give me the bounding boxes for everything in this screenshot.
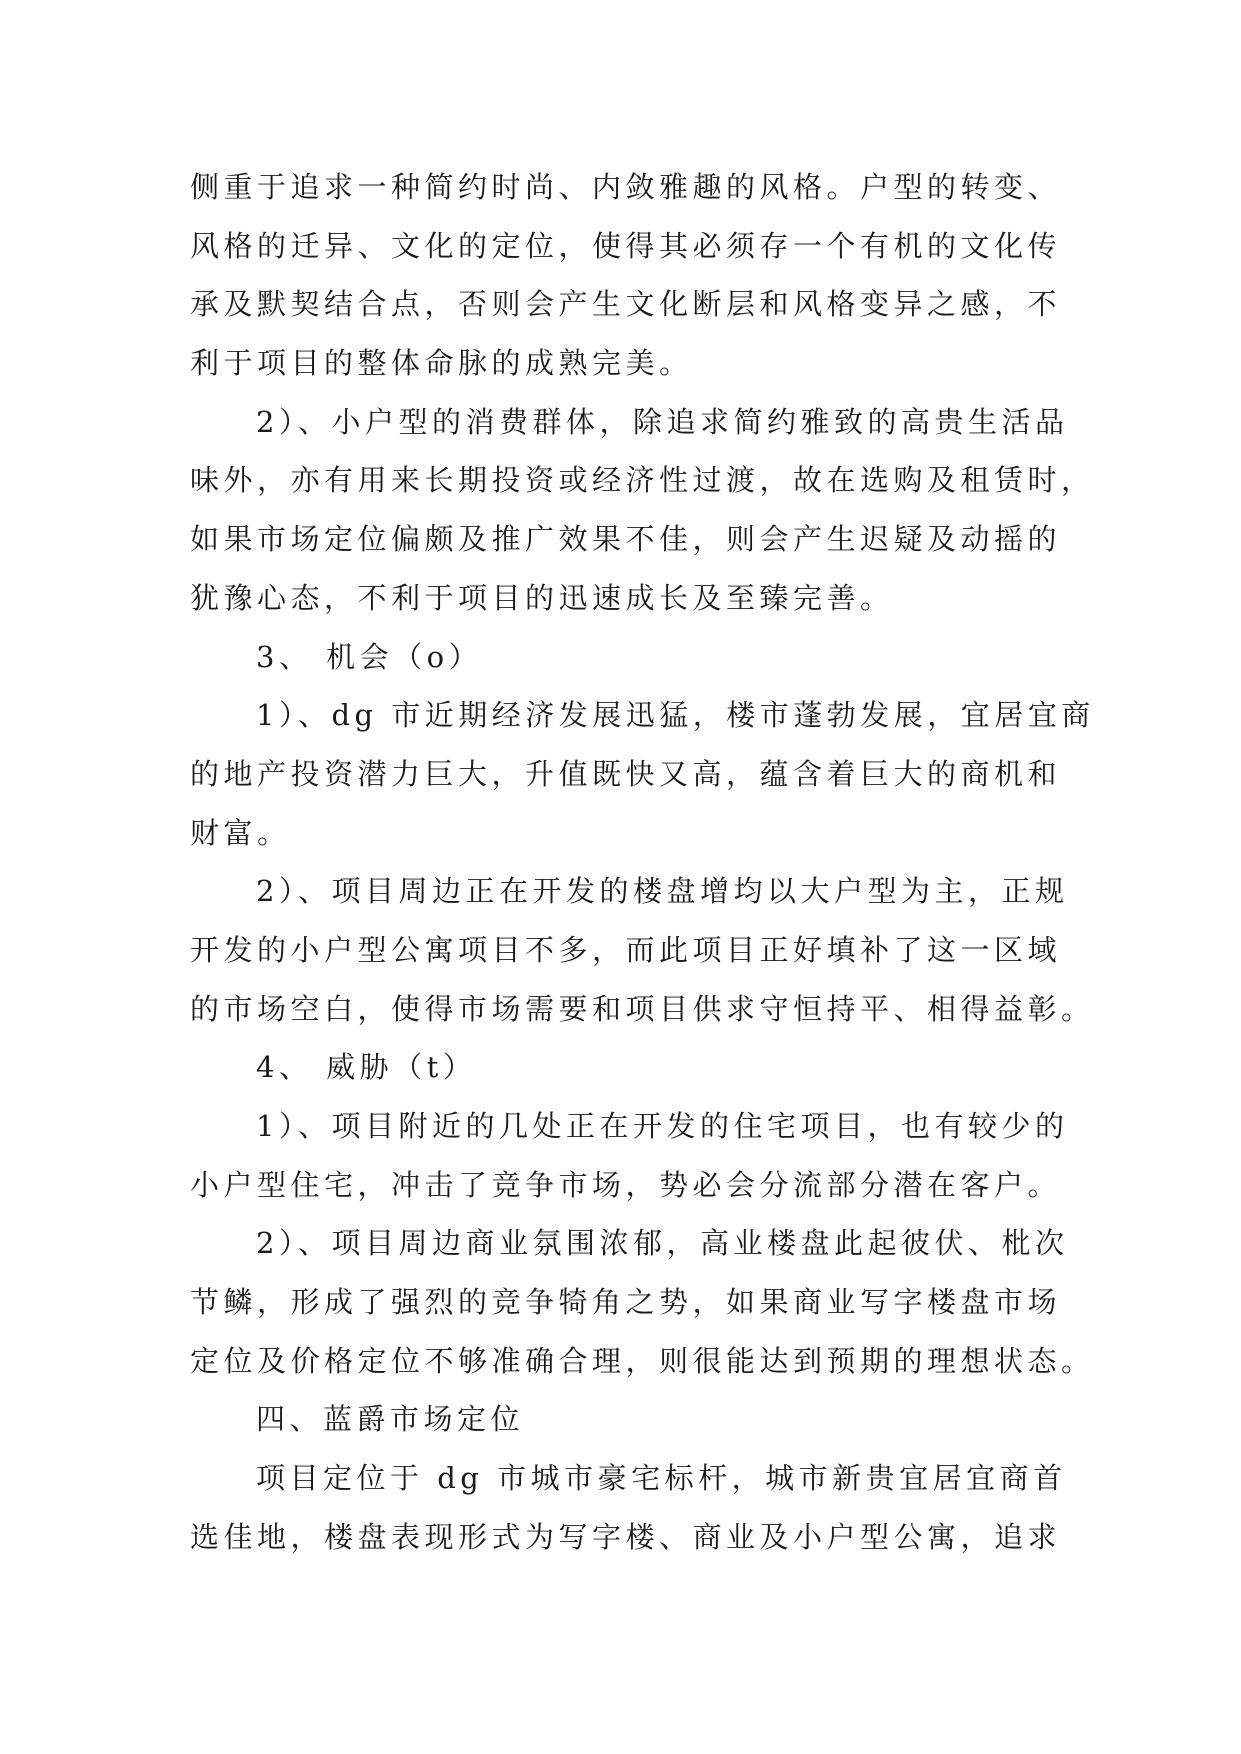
section-heading-opportunity: 3、 机会（o） [256, 639, 483, 674]
paragraph-line: 的市场空白，使得市场需要和项目供求守恒持平、相得益彰。 [190, 991, 1095, 1026]
paragraph-line: 如果市场定位偏颇及推广效果不佳，则会产生迟疑及动摇的 [190, 522, 1062, 557]
paragraph-line: 节鳞，形成了强烈的竞争犄角之势，如果商业写字楼盘市场 [190, 1285, 1062, 1320]
paragraph-line: 风格的迁异、文化的定位，使得其必须存一个有机的文化传 [190, 228, 1062, 263]
paragraph-line: 开发的小户型公寓项目不多，而此项目正好填补了这一区域 [190, 932, 1062, 967]
paragraph-line: 2）、小户型的消费群体，除追求简约雅致的高贵生活品 [256, 404, 1069, 439]
paragraph-line: 财富。 [190, 815, 291, 850]
paragraph-line: 侧重于追求一种简约时尚、内敛雅趣的风格。户型的转变、 [190, 170, 1062, 204]
paragraph-line: 1）、dg 市近期经济发展迅猛，楼市蓬勃发展，宜居宜商 [256, 698, 1095, 733]
section-heading-market-positioning: 四、蓝爵市场定位 [256, 1402, 525, 1437]
paragraph-line: 利于项目的整体命脉的成熟完美。 [190, 346, 693, 381]
paragraph-line: 的地产投资潜力巨大，升值既快又高，蕴含着巨大的商机和 [190, 756, 1062, 791]
paragraph-line: 2）、项目周边正在开发的楼盘增均以大户型为主，正规 [256, 874, 1069, 909]
section-heading-threat: 4、 威胁（t） [256, 1050, 477, 1085]
paragraph-line: 项目定位于 dg 市城市豪宅标杆，城市新贵宜居宜商首 [256, 1461, 1067, 1496]
paragraph-line: 味外，亦有用来长期投资或经济性过渡，故在选购及租赁时， [190, 463, 1095, 498]
paragraph-line: 2）、项目周边商业氛围浓郁，高业楼盘此起彼伏、枇次 [256, 1226, 1069, 1261]
paragraph-line: 选佳地，楼盘表现形式为写字楼、商业及小户型公寓，追求 [190, 1519, 1062, 1554]
paragraph-line: 小户型住宅，冲击了竞争市场，势必会分流部分潜在客户。 [190, 1167, 1062, 1202]
paragraph-line: 犹豫心态，不利于项目的迅速成长及至臻完善。 [190, 580, 894, 615]
document-body [190, 158, 1095, 1567]
paragraph-line: 承及默契结合点，否则会产生文化断层和风格变异之感，不 [190, 287, 1062, 322]
paragraph-line: 定位及价格定位不够准确合理，则很能达到预期的理想状态。 [190, 1343, 1095, 1378]
paragraph-line: 1）、项目附近的几处正在开发的住宅项目，也有较少的 [256, 1109, 1069, 1143]
